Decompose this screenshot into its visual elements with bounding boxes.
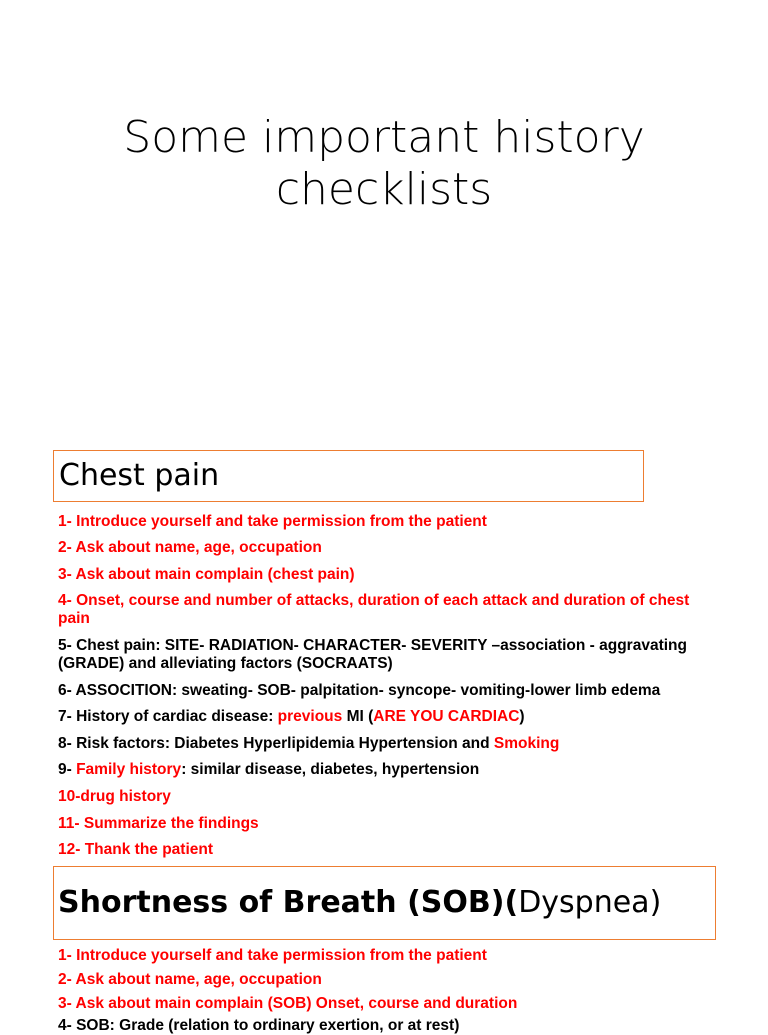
list-item: 7- History of cardiac disease: previous MI (ARE YOU CARDIAC) xyxy=(58,708,525,725)
chest-pain-heading-box xyxy=(53,450,644,502)
list-item: 2- Ask about name, age, occupation xyxy=(58,971,322,988)
list-item: 2- Ask about name, age, occupation xyxy=(58,539,322,556)
list-item: 4- SOB: Grade (relation to ordinary exertion, or at rest) xyxy=(58,1017,460,1034)
page-title xyxy=(0,112,768,216)
list-item: 4- Onset, course and number of attacks, duration of each attack and duration of chest pain xyxy=(58,592,690,627)
list-item: 3- Ask about main complain (SOB) Onset, course and duration xyxy=(58,995,518,1012)
list-item: 10-drug history xyxy=(58,788,171,805)
list-item: 11- Summarize the findings xyxy=(58,815,259,832)
list-item: 6- ASSOCITION: sweating- SOB- palpitation- syncope- vomiting-lower limb edema xyxy=(58,682,661,699)
list-item: 5- Chest pain: SITE- RADIATION- CHARACTER- SEVERITY –association - aggravating (GRADE) and alleviating factors (SOCRAATS) xyxy=(58,637,687,672)
list-item: 12- Thank the patient xyxy=(58,841,214,858)
list-item: 3- Ask about main complain (chest pain) xyxy=(58,566,355,583)
sob-heading: Shortness of Breath (SOB)(Dyspnea) xyxy=(58,885,662,920)
sob-heading-box xyxy=(53,866,716,940)
title-line-1: Some important history xyxy=(123,112,645,163)
list-item: 9- Family history: similar disease, diabetes, hypertension xyxy=(58,761,480,778)
list-item: 1- Introduce yourself and take permission from the patient xyxy=(58,947,487,964)
list-item: 8- Risk factors: Diabetes Hyperlipidemia Hypertension and Smoking xyxy=(58,735,560,752)
title-line-2: checklists xyxy=(275,164,493,215)
list-item: 1- Introduce yourself and take permission from the patient xyxy=(58,513,487,530)
chest-pain-heading: Chest pain xyxy=(59,458,220,493)
